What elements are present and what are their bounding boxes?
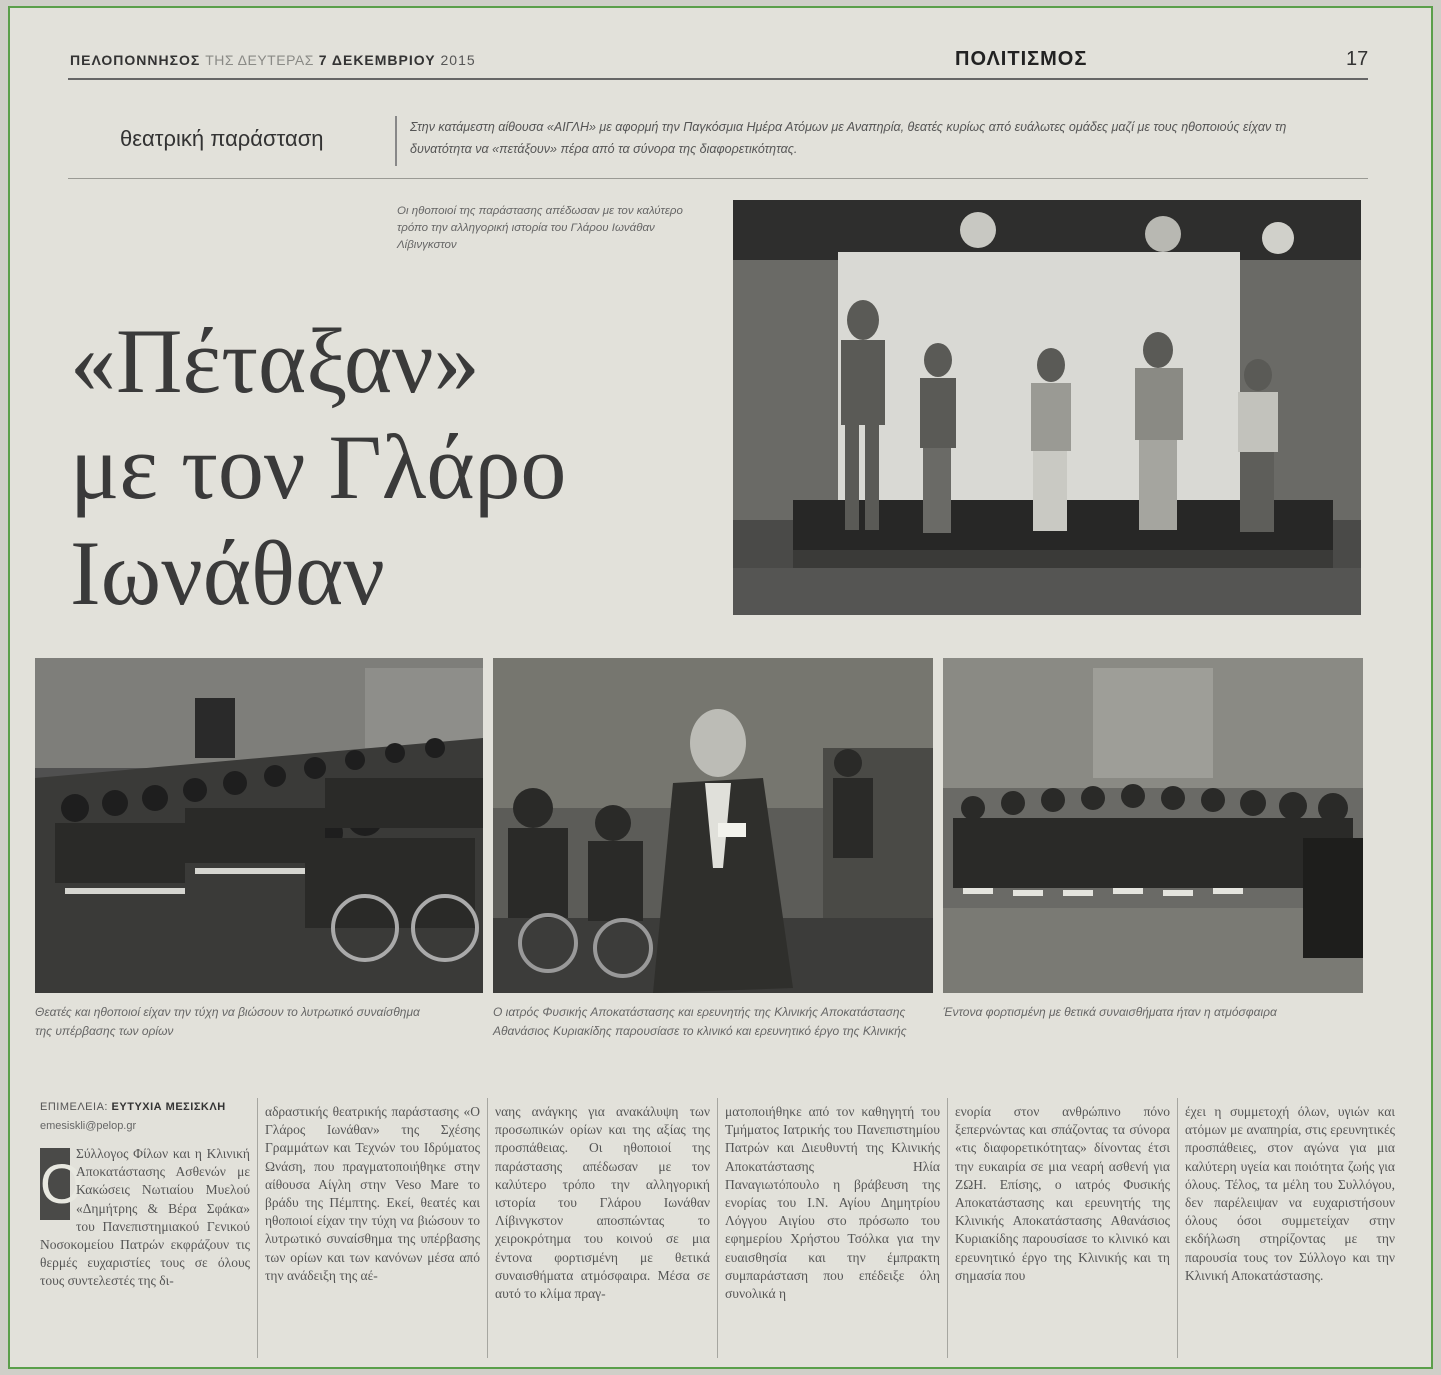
headline-line-2: με τον Γλάρο <box>70 416 567 518</box>
issue-day: ΤΗΣ ΔΕΥΤΕΡΑΣ <box>205 52 314 68</box>
byline-label: ΕΠΙΜΕΛΕΙΑ: <box>40 1101 108 1113</box>
newspaper-page <box>8 6 1433 1369</box>
article-column-4: ματοποιήθηκε από τον καθηγητή του Τμήματος Ιατρικής του Πανεπιστημίου Πατρών και Διευθυντή της Κλινικής Αποκατάστασης Ηλία Παναγιωτόπουλο η βράβευση της ενορίας του Ι.Ν. Αγίου Δημητρίου Λόγγου Αιγίου στο πρόσωπο του εφημερίου Χρήστου Τσόλκα για την ευαισθησία και την έμπρακτη συμπαράσταση που επέδειξε όλη συνολικά η <box>725 1104 940 1302</box>
column-rule <box>487 1098 488 1358</box>
byline-email: emesiskli@pelop.gr <box>40 1120 137 1132</box>
section-title: ΠΟΛΙΤΙΣΜΟΣ <box>955 48 1088 70</box>
article-column-3: ναης ανάγκης για ανακάλυψη των προσωπικών ορίων και της αξίας της προσπάθειας. Οι ηθοποιοί της παράστασης απέδωσαν με τον καλύτερο τρόπο την αλληγορική ιστορία του Γλάρου Ιωνάθαν Λίβινγκστον αποσπώντας το χειροκρότημα του κοινού σε μια έντονα φορτισμένη με θετικά συναισθήματα ατμόσφαιρα. Μέσα σε αυτό το κλίμα πραγ- <box>495 1104 710 1302</box>
kicker-divider <box>395 116 397 166</box>
stage-photo <box>733 200 1361 615</box>
speaker-photo <box>493 658 933 993</box>
article-column-1 <box>40 1145 250 1291</box>
article-column-6: έχει η συμμετοχή όλων, υγιών και ατόμων με αναπηρία, στις ερευνητικές προσπάθειες, στον αγώνα για μια καλύτερη υγεία και ποιότητα ζωής για όλους. Τέλος, τα μέλη του Συλλόγου, δεν παρέλειψαν να ευχαριστήσουν όλους όσοι συμμετείχαν στην εκδήλωση στηρίζοντας με την παρουσία τους τον Σύλλογο και την Κλινική Αποκατάστασης. <box>1185 1104 1395 1283</box>
top-photo-caption: Οι ηθοποιοί της παράστασης απέδωσαν με τον καλύτερο τρόπο την αλληγορική ιστορία του Γλάρου Ιωνάθαν Λίβινγκστον <box>397 205 683 251</box>
column-rule <box>257 1098 258 1358</box>
dropcap: Ο <box>40 1148 70 1220</box>
caption-speaker: Ο ιατρός Φυσικής Αποκατάστασης και ερευνητής της Κλινικής Αποκατάστασης Αθανάσιος Κυριακίδης παρουσίασε το κλινικό και ερευνητικό έργο της Κλινικής <box>493 1005 907 1038</box>
headline <box>70 308 566 626</box>
issue-date: 7 ΔΕΚΕΜΒΡΙΟΥ <box>318 52 436 68</box>
article-column-2: αδραστικής θεατρικής παράστασης «Ο Γλάρος Ιωνάθαν» της Σχέσης Γραμμάτων και Τεχνών του Ιδρύματος Ωνάση, που πραγματοποιήθηκε στην αίθουσα Αίγλη στην Veso Mare το βράδυ της Πέμπτης. Εκεί, θεατές και ηθοποιοί είχαν την τύχη να βιώσουν το λυτρωτικό συναίσθημα της υπέρβασης των ορίων και των κανόνων μέσα από την ανάδειξη της αέ- <box>265 1104 480 1283</box>
byline <box>40 1101 226 1113</box>
column-rule <box>1177 1098 1178 1358</box>
masthead <box>70 52 476 68</box>
headline-line-1: «Πέταξαν» <box>70 310 480 412</box>
audience-photo-right <box>943 658 1363 993</box>
audience-photo-left <box>35 658 483 993</box>
issue-year: 2015 <box>440 52 476 68</box>
caption-audience-left: Θεατές και ηθοποιοί είχαν την τύχη να βιώσουν το λυτρωτικό συναίσθημα της υπέρβασης των ορίων <box>35 1005 420 1038</box>
article-column-5: ενορία στον ανθρώπινο πόνο ξεπερνώντας και σπάζοντας τα σύνορα «τις διαφορετικότητας» δίνοντας έτσι την ευκαιρία σε μια νεαρή ασθενή για ΖΩΗ. Επίσης, ο ιατρός Φυσικής Αποκατάστασης και ερευνητής της Κλινικής Αποκατάστασης Αθανάσιος Κυριακίδης παρουσίασε το κλινικό και ερευνητικό έργο της Κλινικής και τη σημασία που <box>955 1104 1170 1283</box>
byline-author: ΕΥΤΥΧΙΑ ΜΕΣΙΣΚΛΗ <box>111 1101 226 1113</box>
paper-name: ΠΕΛΟΠΟΝΝΗΣΟΣ <box>70 52 201 68</box>
caption-audience-right: Έντονα φορτισμένη με θετικά συναισθήματα ήταν η ατμόσφαιρα <box>943 1005 1277 1019</box>
column-rule <box>947 1098 948 1358</box>
column-rule <box>717 1098 718 1358</box>
headline-line-3: Ιωνάθαν <box>70 522 385 624</box>
article-column-1-text: Σύλλογος Φίλων και η Κλινική Αποκατάστασης Ασθενών με Κακώσεις Νωτιαίου Μυελού «Δημήτρης & Βέρα Σφάκα» του Πανεπιστημιακού Γενικού Νοσοκομείου Πατρών εκφράζουν τις θερμές ευχαριστίες τους σε όλους τους συντελεστές της δι- <box>40 1146 250 1289</box>
page-number: 17 <box>1346 48 1369 70</box>
lede-rule <box>68 178 1368 179</box>
kicker: θεατρική παράσταση <box>120 126 324 151</box>
lede: Στην κατάμεστη αίθουσα «ΑΙΓΛΗ» με αφορμή την Παγκόσμια Ημέρα Ατόμων με Αναπηρία, θεατές κυρίως από ευάλωτες ομάδες μαζί με τους ηθοποιούς είχαν τη δυνατότητα να «πετάξουν» πέρα από τα σύνορα της διαφορετικότητας. <box>410 120 1287 156</box>
header-rule <box>68 78 1368 80</box>
